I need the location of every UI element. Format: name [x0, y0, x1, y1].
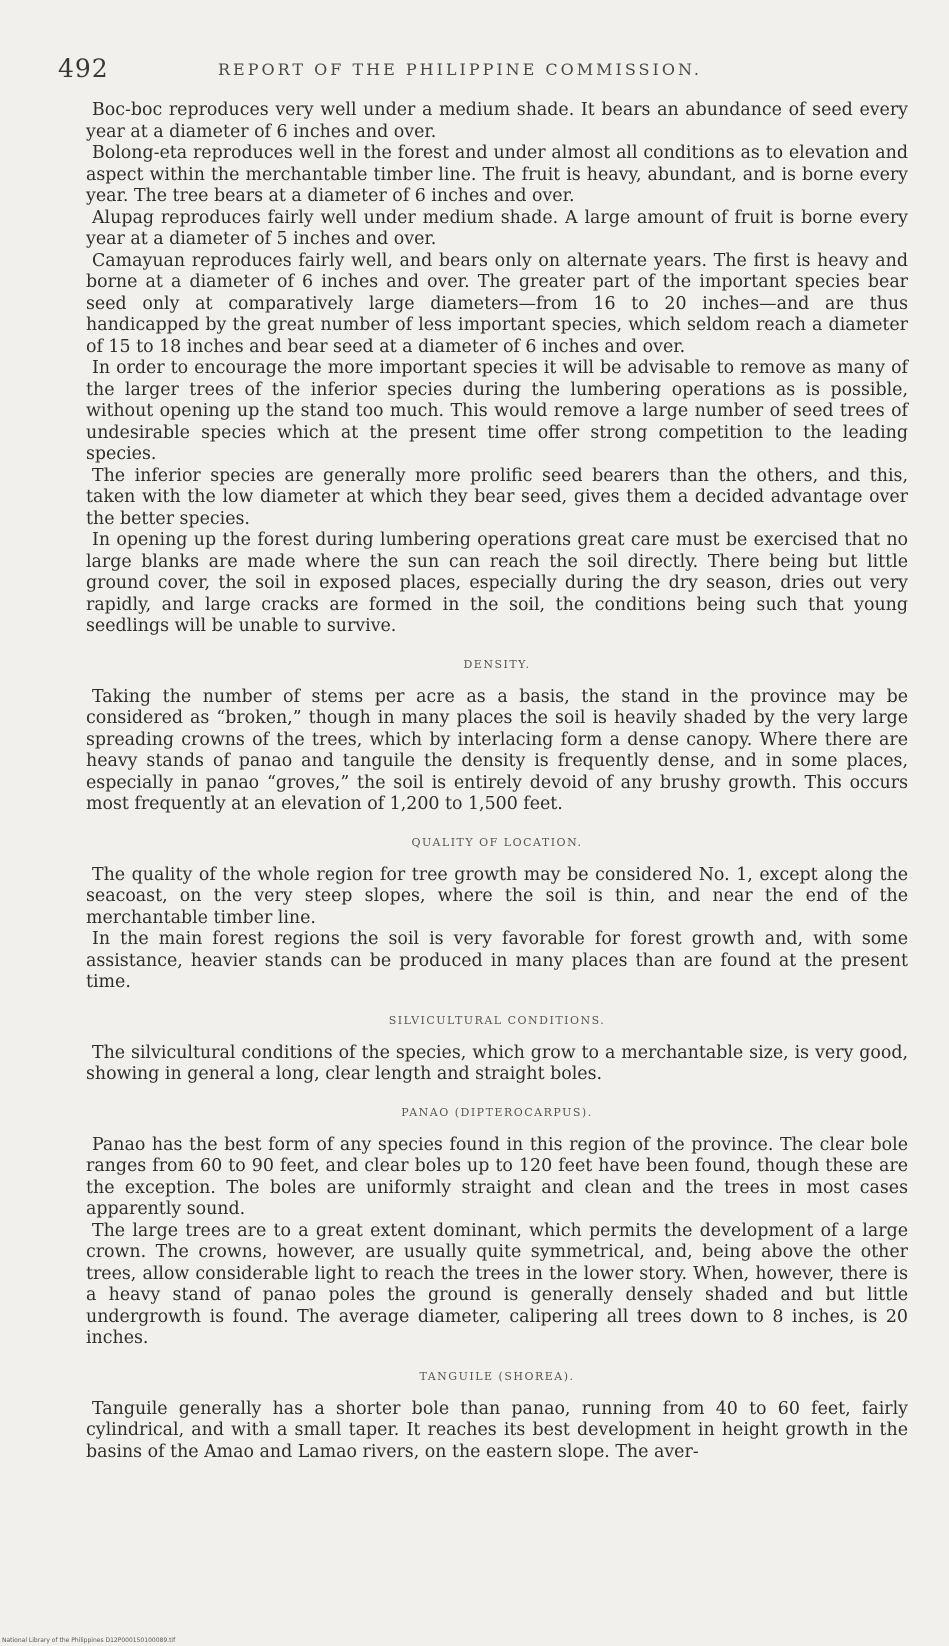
- paragraph: Bolong-eta reproduces well in the forest and under almost all conditions as to elevation and aspect within the merchantable timber line. The fruit is heavy, abundant, and is borne every year. The tree bears at a diameter of 6 inches and over.: [86, 143, 908, 206]
- paragraph: Taking the number of stems per acre as a basis, the stand in the province may be considered as “broken,” though in many places the soil is heavily shaded by the very large spreading crowns of the trees, which by interlacing form a dense canopy. Where there are heavy stands of panao and tanguile the density is frequently dense, and in some places, especially in panao “groves,” the soil is entirely devoid of any brushy growth. This occurs most frequently at an elevation of 1,200 to 1,500 feet.: [86, 686, 908, 814]
- paragraph: Camayuan reproduces fairly well, and bears only on alternate years. The first is heavy and borne at a diameter of 6 inches and over. The greater part of the important species bear seed only at comparatively large diameters—from 16 to 20 inches—and are thus handicapped by the great number of less important species, which seldom reach a diameter of 15 to 18 inches and bear seed at a diameter of 6 inches and over.: [86, 250, 908, 357]
- page-header: [58, 54, 888, 84]
- paragraph: The silvicultural conditions of the species, which grow to a merchantable size, is very good, showing in general a long, clear length and straight boles.: [86, 1042, 908, 1084]
- body-text: [86, 100, 908, 1463]
- section-heading-panao: PANAO (DIPTEROCARPUS).: [401, 1105, 593, 1119]
- paragraph: In order to encourage the more important species it will be advisable to remove as many of the larger trees of the inferior species during the lumbering operations as is possible, without opening up the stand too much. This would remove a large number of seed trees of undesirable species which at the present time offer strong competition to the leading species.: [86, 358, 908, 464]
- paragraph: Alupag reproduces fairly well under medium shade. A large amount of fruit is borne every year at a diameter of 5 inches and over.: [86, 207, 908, 249]
- paragraph: The inferior species are generally more prolific seed bearers than the others, and this, taken with the low diameter at which they bear seed, gives them a decided advantage over the better species.: [86, 465, 908, 529]
- paragraph: Boc-boc reproduces very well under a medium shade. It bears an abundance of seed every year at a diameter of 6 inches and over.: [86, 100, 908, 142]
- paragraph: In the main forest regions the soil is very favorable for forest growth and, with some assistance, heavier stands can be produced in many places than are found at the present time.: [86, 929, 908, 992]
- section-heading-density: DENSITY.: [463, 657, 531, 671]
- page-number: 492: [58, 54, 109, 83]
- running-title: REPORT OF THE PHILIPPINE COMMISSION.: [218, 60, 703, 79]
- paragraph: Panao has the best form of any species found in this region of the province. The clear bole ranges from 60 to 90 feet, and clear boles up to 120 feet have been found, though these are the exception. The boles are uniformly straight and clean and the trees in most cases apparently sound.: [86, 1134, 908, 1219]
- paragraph: In opening up the forest during lumbering operations great care must be exercised that no large blanks are made where the sun can reach the soil directly. There being but little ground cover, the soil in exposed places, especially during the dry season, dries out very rapidly, and large cracks are formed in the soil, the conditions being such that young seedlings will be unable to survive.: [86, 530, 908, 636]
- paragraph: The large trees are to a great extent dominant, which permits the development of a large crown. The crowns, however, are usually quite symmetrical, and, being above the other trees, allow considerable light to reach the trees in the lower story. When, however, there is a heavy stand of panao poles the ground is generally densely shaded and but little undergrowth is found. The average diameter, calipering all trees down to 8 inches, is 20 inches.: [86, 1220, 908, 1348]
- section-heading-quality-of-location: QUALITY OF LOCATION.: [411, 835, 583, 849]
- library-credit: National Library of the Philippines D12P000150100089.tif: [2, 1637, 176, 1644]
- paragraph: Tanguile generally has a shorter bole than panao, running from 40 to 60 feet, fairly cylindrical, and with a small taper. It reaches its best development in height growth in the basins of the Amao and Lamao rivers, on the eastern slope. The aver-: [86, 1398, 908, 1462]
- paragraph: The quality of the whole region for tree growth may be considered No. 1, except along the seacoast, on the very steep slopes, where the soil is thin, and near the end of the merchantable timber line.: [86, 864, 908, 928]
- section-heading-tanguile: TANGUILE (SHOREA).: [419, 1369, 575, 1383]
- section-heading-silvicultural-conditions: SILVICULTURAL CONDITIONS.: [388, 1013, 606, 1027]
